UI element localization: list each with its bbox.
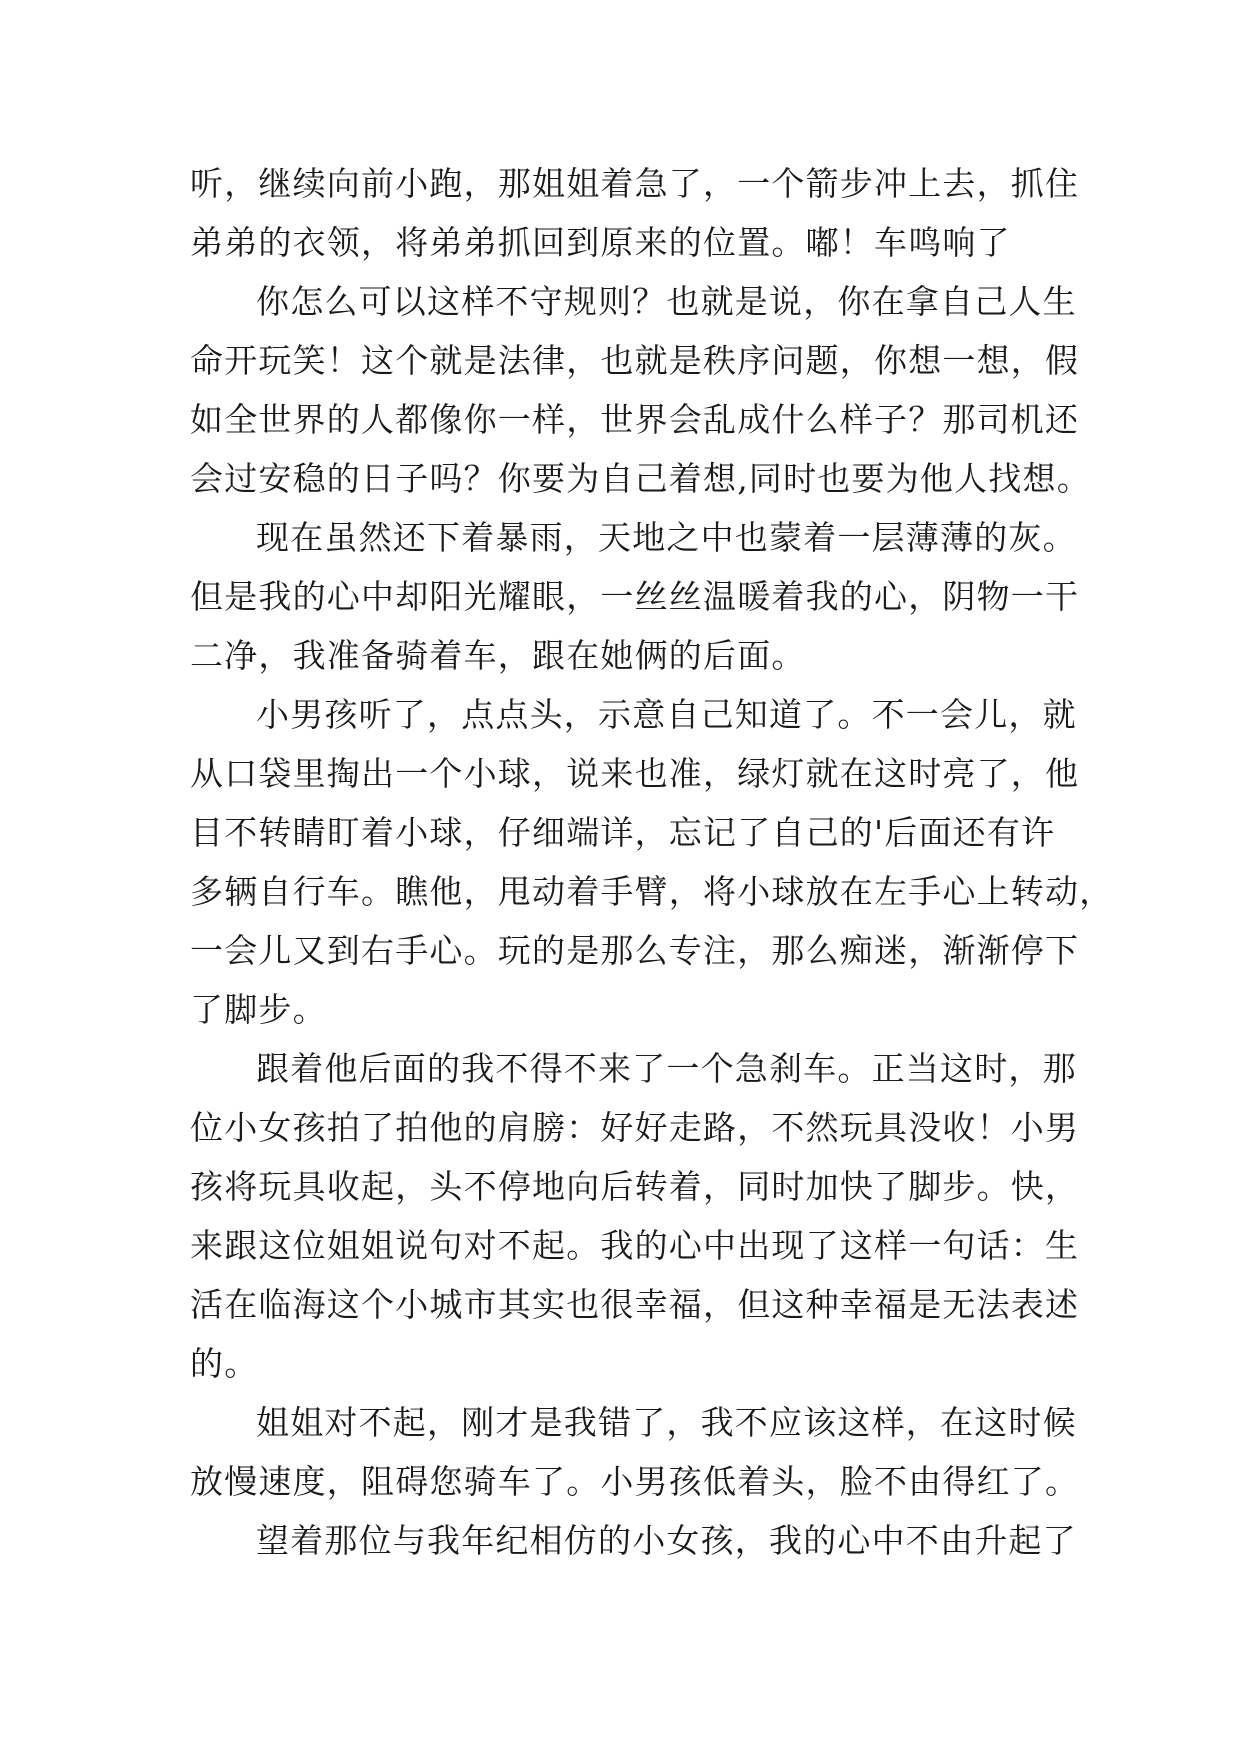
text-line: 孩将玩具收起，头不停地向后转着，同时加快了脚步。快， [190, 1167, 1080, 1206]
text-line: 听，继续向前小跑，那姐姐着急了，一个箭步冲上去，抓住 [190, 164, 1080, 203]
paragraph-first-line: 现在虽然还下着暴雨，天地之中也蒙着一层薄薄的灰。 [256, 518, 1077, 557]
text-line: 活在临海这个小城市其实也很幸福，但这种幸福是无法表述 [190, 1285, 1080, 1324]
text-line: 从口袋里掏出一个小球，说来也准，绿灯就在这时亮了，他 [190, 754, 1080, 793]
text-line: 二净，我准备骑着车，跟在她俩的后面。 [190, 636, 806, 675]
text-line: 来跟这位姐姐说句对不起。我的心中出现了这样一句话：生 [190, 1226, 1080, 1265]
text-line: 多辆自行车。瞧他，甩动着手臂，将小球放在左手心上转动， [190, 872, 1114, 911]
text-line: 一会儿又到右手心。玩的是那么专注，那么痴迷，渐渐停下 [190, 931, 1080, 970]
text-line: 会过安稳的日子吗？你要为自己着想,同时也要为他人找想。 [190, 459, 1091, 498]
paragraph-first-line: 跟着他后面的我不得不来了一个急刹车。正当这时，那 [256, 1049, 1077, 1088]
text-line: 位小女孩拍了拍他的肩膀：好好走路，不然玩具没收！小男 [190, 1108, 1080, 1147]
paragraph-first-line: 姐姐对不起，刚才是我错了，我不应该这样，在这时候 [256, 1403, 1077, 1442]
text-line: 目不转睛盯着小球，仔细端详，忘记了自己的'后面还有许 [190, 813, 1056, 852]
text-line: 了脚步。 [190, 990, 327, 1029]
text-line: 弟弟的衣领，将弟弟抓回到原来的位置。嘟！车鸣响了 [190, 223, 1011, 262]
document-body [190, 154, 1114, 1570]
text-line: 如全世界的人都像你一样，世界会乱成什么样子？那司机还 [190, 400, 1080, 439]
text-line: 但是我的心中却阳光耀眼，一丝丝温暖着我的心，阴物一干 [190, 577, 1080, 616]
text-line: 的。 [190, 1344, 259, 1383]
paragraph-first-line: 望着那位与我年纪相仿的小女孩，我的心中不由升起了 [256, 1521, 1077, 1560]
paragraph-first-line: 你怎么可以这样不守规则？也就是说，你在拿自己人生 [256, 282, 1077, 321]
paragraph-first-line: 小男孩听了，点点头，示意自己知道了。不一会儿，就 [256, 695, 1077, 734]
text-line: 命开玩笑！这个就是法律，也就是秩序问题，你想一想，假 [190, 341, 1080, 380]
text-line: 放慢速度，阻碍您骑车了。小男孩低着头，脸不由得红了。 [190, 1462, 1080, 1501]
